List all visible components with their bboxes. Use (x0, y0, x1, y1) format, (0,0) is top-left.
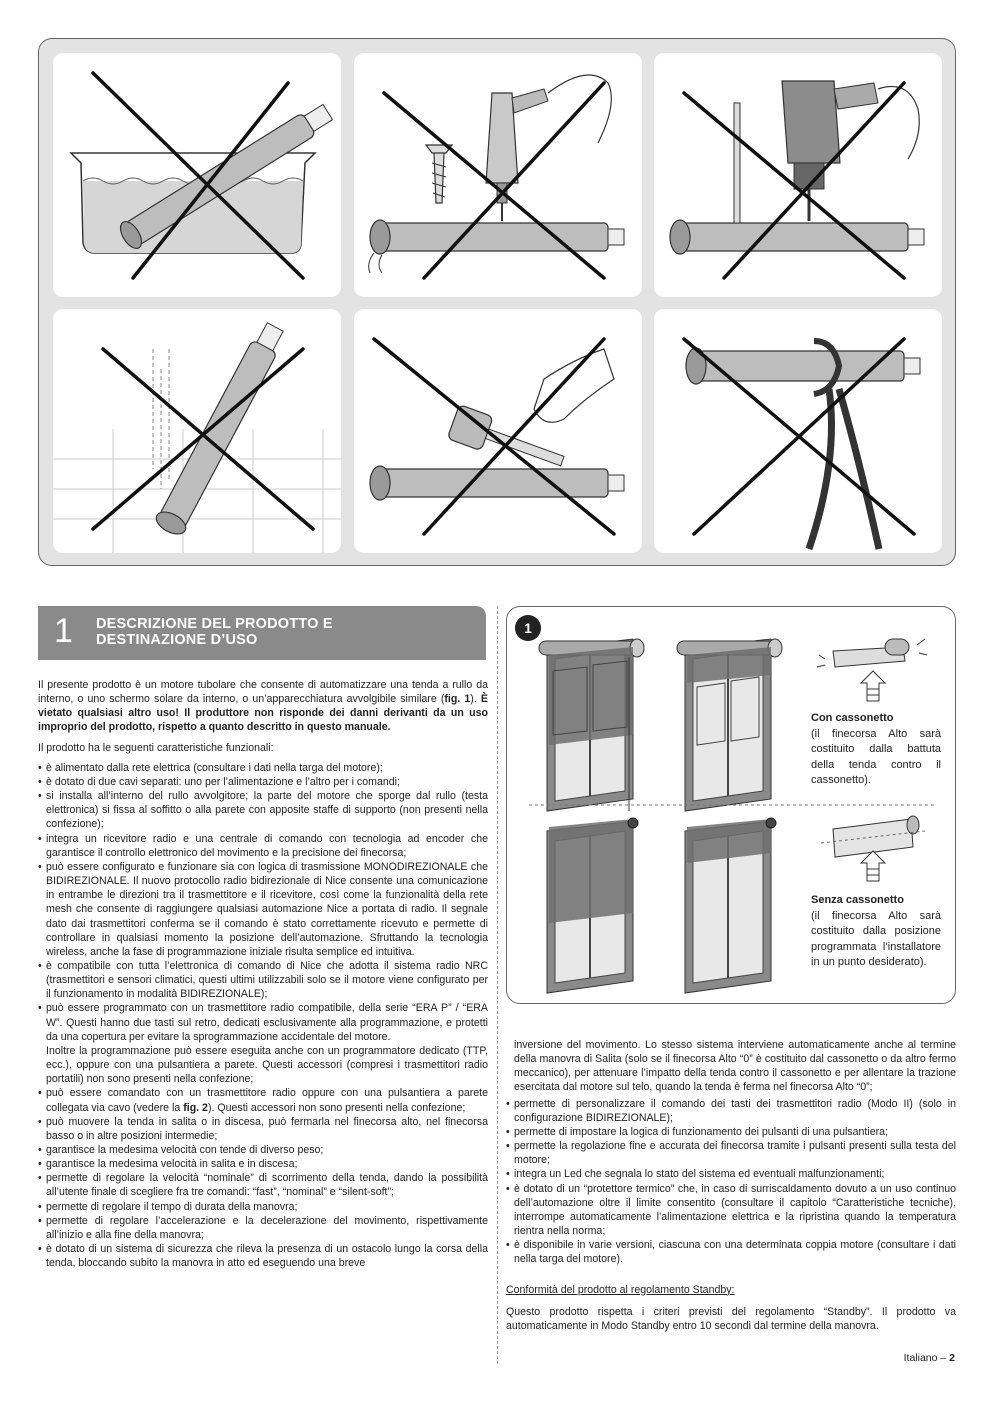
list-item: • può muovere la tenda in salita o in discesa, può fermarla nel finecorsa alto, nel finecorsa basso o in altre posizioni intermedie; (38, 1115, 488, 1143)
list-item: • permette di regolare l’accelerazione e la decelerazione del movimento, rispettivamente all’inizio e alla fine della manovra; (38, 1214, 488, 1242)
window-with-box-raised (677, 639, 782, 811)
hammer-drawing (354, 309, 642, 553)
features-list-left (38, 761, 488, 1044)
obstacle-continuation: inversione del movimento. Lo stesso sistema interviene automaticamente anche al termine della manovra di Salita (solo se il finecorsa Alto “0” è costituito dal cassonetto o da altro fermo meccanico), per attenuare l’impatto della tenda contro il cassonetto e per allentare la trazione esercitata dal motore sul telo, quando la tenda è ferma nel finecorsa Alto “0”; (514, 1039, 956, 1094)
section-number: 1 (54, 612, 73, 650)
list-item: • integra un Led che segnala lo stato del sistema ed eventuali malfunzionamenti; (506, 1167, 956, 1181)
list-item: • può essere configurato e funzionare sia con logica di trasmissione MONODIREZIONALE che BIDIREZIONALE. Il nuovo protocollo radio bidirezionale di Nice consente una comunicazione in entrambe le direzioni tra il trasmettitore e il ricevitore, così come la funzionalità della rete mesh che consente di raggiungere qualsiasi automazione Nice a portata di radio. Il segnale dato dai trasmettitori conferma se il comando è stato correttamente ricevuto e permette di controllare in qualsiasi momento la posizione dell’automazione. Sfruttando la tecnologia wireless, anche la fase di programmazione iniziale risulta semplice ed intuitiva. (38, 860, 488, 959)
list-item: • garantisce la medesima velocità con tende di diverso peso; (38, 1143, 488, 1157)
list-item: • garantisce la medesima velocità in salita e in discesa; (38, 1157, 488, 1171)
column-divider (497, 606, 498, 1364)
list-item: • permette di impostare la logica di funzionamento dei pulsanti di una pulsantiera; (506, 1125, 956, 1139)
left-text-column (38, 678, 488, 1270)
window-without-box-raised (685, 818, 776, 993)
list-item: • può essere comandato con un trasmettitore radio oppure con una pulsantiera a parete collegata via cavo (vedere la fig. 2). Questi accessori non sono presenti nella confezione; (38, 1086, 488, 1114)
list-item: • è dotato di due cavi separati: uno per l’alimentazione e l’altro per i comandi; (38, 775, 488, 789)
warning-panel-drill (654, 53, 942, 297)
conformity-text: Questo prodotto rispetta i criteri previsti del regolamento “Standby”. Il prodotto va automaticamente in Modo Standby entro 10 secondi dal termine della manovra. (506, 1305, 956, 1332)
section-header (38, 606, 486, 660)
caption-without-box: Senza cassonetto (il finecorsa Alto sarà costituito dalla posizione programmata l’installatore in un punto desiderato). (811, 894, 941, 968)
right-text-column (506, 1038, 956, 1335)
list-item: • è disponibile in varie versioni, ciascuna con una determinata coppia motore (consultare i dati nella targa del motore). (506, 1238, 956, 1266)
page-number: 2 (949, 1352, 955, 1364)
warning-panel-pliers (654, 309, 942, 553)
list-item: • è compatibile con tutta l’elettronica di comando di Nice che adotta il sistema radio NRC (trasmettitori e sensori climatici, questi ultimi utilizzabili solo se il motore viene configurato per il funzionamento in modalità BIDIREZIONALE); (38, 959, 488, 1001)
list-item: • può essere programmato con un trasmettitore radio compatibile, della serie “ERA P” / “ERA W”. Questi hanno due tasti sul retro, dedicati esclusivamente alla programmazione, e protetti da una copertura per evitare la sprogrammazione accidentale del motore. (38, 1001, 488, 1043)
list-item: • è alimentato dalla rete elettrica (consultare i dati nella targa del motore); (38, 761, 488, 775)
list-item: • permette la regolazione fine e accurata dei finecorsa tramite i pulsanti presenti sulla testa del motore; (506, 1139, 956, 1167)
list-item: • permette di regolare il tempo di durata della manovra; (38, 1200, 488, 1214)
water-immersion-drawing (53, 53, 341, 297)
list-item: • permette di regolare la velocità “nominale” di scorrimento della tenda, dando la possibilità all’utente finale di scegliere fra tre comandi: “fast”, “nominal” e “silent-soft”; (38, 1171, 488, 1199)
list-item: • è dotato di un “protettore termico” che, in caso di surriscaldamento dovuto a un uso continuo dell’automazione oltre il limite consentito (consultare il capitolo “Caratteristiche tecniche), interrompe automaticamente l’alimentazione elettrica e la ripristina quando la temperatura rientra nella norma; (506, 1182, 956, 1239)
window-with-box-lowered (539, 639, 644, 811)
warning-panel-screw (354, 53, 642, 297)
figure-number-badge: 1 (515, 615, 541, 641)
drill-drawing (654, 53, 942, 297)
features-list-left-2 (38, 1086, 488, 1270)
detail-box-stop (817, 639, 927, 701)
section-title: DESCRIZIONE DEL PRODOTTO E DESTINAZIONE D’USO (96, 616, 333, 648)
detail-programmed-stop (821, 816, 925, 881)
fig2-reference: fig. 2 (183, 1101, 208, 1114)
window-without-box-lowered (547, 818, 638, 993)
list-item: • si installa all’interno del rullo avvolgitore; la parte del motore che sporge dal rullo (testa elettronica) si fissa al soffitto o alla parete con apposite staffe di supporto (non presenti nella confezione); (38, 789, 488, 831)
warnings-illustration (38, 38, 956, 566)
list-item: • integra un ricevitore radio e una centrale di comando con tecnologia ad encoder che garantisce il controllo elettronico del movimento e la precisione dei finecorsa; (38, 832, 488, 860)
prohibited-use-warning: È vietato qualsiasi altro uso! Il produttore non risponde dei danni derivanti da un uso improprio del prodotto, rispetto a quanto descritto in questo manuale. (38, 693, 488, 734)
intro-paragraph: Il presente prodotto è un motore tubolare che consente di automatizzare una tenda a rullo da interno, o uno schermo solare da interno, o un’apparecchiatura avvolgibile similare (fig. 1). È vietato qualsiasi altro uso! Il produttore non risponde dei danni derivanti da un uso improprio del prodotto, rispetto a quanto descritto in questo manuale. (38, 679, 488, 734)
screw-drilling-drawing (354, 53, 642, 297)
caption-with-box: Con cassonetto (il finecorsa Alto sarà costituito dalla battuta della tenda contro il cassonetto). (811, 712, 941, 786)
conformity-title: Conformità del prodotto al regolamento Standby: (506, 1283, 735, 1296)
figure-1 (506, 606, 956, 1004)
drop-impact-drawing (53, 309, 341, 553)
list-item: • permette di personalizzare il comando dei tasti dei trasmettitori radio (Modo II) (solo in configurazione BIDIREZIONALE); (506, 1097, 956, 1125)
programming-note: Inoltre la programmazione può essere eseguita anche con un programmatore dedicato (TTP, ecc.), oppure con una pulsantiera a parete. Questi accessori (compresi i trasmettitori radio portatili) non sono presenti nella confezione; (46, 1044, 488, 1086)
pliers-drawing (654, 309, 942, 553)
fig1-reference: fig. 1 (444, 693, 471, 706)
warning-panel-hammer (354, 309, 642, 553)
features-list-right (506, 1097, 956, 1267)
list-item: • è dotato di un sistema di sicurezza che rileva la presenza di un ostacolo lungo la corsa della tenda, bloccando subito la manovra in atto ed eseguendo una breve (38, 1242, 488, 1270)
features-intro: Il prodotto ha le seguenti caratteristiche funzionali: (38, 741, 274, 754)
page-footer (904, 1352, 955, 1364)
warning-panel-drop (53, 309, 341, 553)
warning-panel-water (53, 53, 341, 297)
footer-language: Italiano – (903, 1352, 950, 1364)
